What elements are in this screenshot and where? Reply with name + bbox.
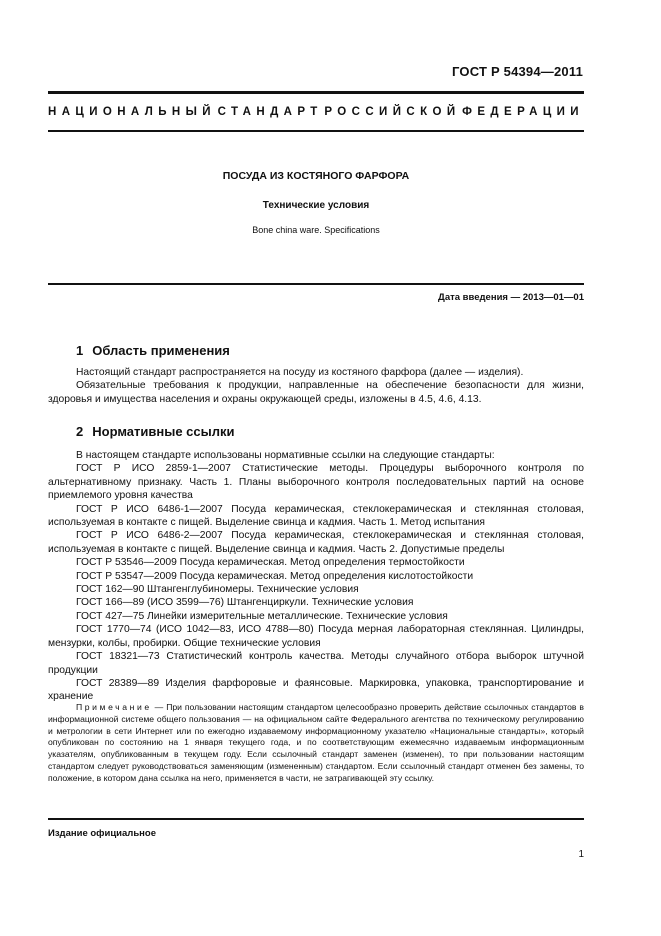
national-title-word: НАЦИОНАЛЬНЫЙ bbox=[48, 106, 216, 118]
reference-item: ГОСТ 18321—73 Статистический контроль качества. Методы случайного отбора выборок штучной продукции bbox=[48, 651, 584, 676]
note bbox=[48, 702, 584, 785]
footer-rule bbox=[48, 818, 584, 820]
section-title: Нормативные ссылки bbox=[92, 424, 235, 439]
edition-label: Издание официальное bbox=[48, 828, 156, 839]
section-1-body bbox=[48, 366, 584, 406]
paragraph: Обязательные требования к продукции, направленные на обеспечение безопасности для жизни, здоровья и имущества населения и охраны окружающей среды, изложены в 4.5, 4.6, 4.13. bbox=[48, 380, 584, 405]
reference-item: ГОСТ Р 53547—2009 Посуда керамическая. Метод определения кислотостойкости bbox=[76, 570, 474, 582]
note-label: Примечание bbox=[76, 702, 152, 712]
title-block-bottom-rule bbox=[48, 283, 584, 285]
section-number: 2 bbox=[76, 424, 84, 439]
document-code: ГОСТ Р 54394—2011 bbox=[452, 64, 583, 79]
national-title-word: РОССИЙСКОЙ bbox=[324, 106, 461, 118]
reference-item: ГОСТ 1770—74 (ИСО 1042—83, ИСО 4788—80) Посуда мерная лабораторная стеклянная. Цилиндры, мензурки, колбы, пробирки. Общие технические условия bbox=[48, 624, 584, 649]
page-number: 1 bbox=[578, 849, 584, 860]
reference-item: ГОСТ 427—75 Линейки измерительные металлические. Технические условия bbox=[76, 610, 448, 622]
reference-item: ГОСТ 28389—89 Изделия фарфоровые и фаянсовые. Маркировка, упаковка, транспортирование и хранение bbox=[48, 677, 584, 703]
note-body: — При пользовании настоящим стандартом целесообразно проверить действие ссылочных стандартов в информационной системе общего пользования — на официальном сайте Федерального агентства по техническому регулированию и метрологии в сети Интернет или по ежегодно издаваемому информационному указателю «Национальные стандарты», который опубликован по состоянию на 1 января текущего года, и по соответствующим ежемесячно издаваемым информационным указателям, опубликованным в текущем году. Если ссылочный стандарт заменен (изменен), то при пользовании настоящим стандартом следует руководствоваться заменяющим (измененным) стандартом. Если ссылочный стандарт отменен без замены, то положение, в котором дана ссылка на него, применяется в части, не затрагивающей эту ссылку. bbox=[48, 702, 584, 783]
section-title: Область применения bbox=[92, 343, 230, 358]
section-2-heading bbox=[76, 424, 234, 439]
document-title-english: Bone china ware. Specifications bbox=[252, 225, 380, 235]
reference-item: ГОСТ Р 53546—2009 Посуда керамическая. Метод определения термостойкости bbox=[76, 557, 465, 569]
national-standard-title bbox=[48, 106, 584, 118]
section-2-body bbox=[48, 449, 584, 704]
title-block-top-rule bbox=[48, 130, 584, 132]
reference-item: ГОСТ Р ИСО 6486-1—2007 Посуда керамическая, стеклокерамическая и стеклянная столовая, используемая в контакте с пищей. Выделение свинца и кадмия. Часть 1. Метод испытания bbox=[48, 503, 584, 529]
reference-item: ГОСТ Р ИСО 2859-1—2007 Статистические методы. Процедуры выборочного контроля по альтернативному признаку. Часть 1. Планы выборочного контроля последовательных партий на основе приемлемого уровня качества bbox=[48, 463, 584, 502]
note-paragraph bbox=[48, 702, 584, 785]
reference-item: ГОСТ Р ИСО 6486-2—2007 Посуда керамическая, стеклокерамическая и стеклянная столовая, используемая в контакте с пищей. Выделение свинца и кадмия. Часть 2. Допустимые пределы bbox=[48, 530, 584, 555]
header-rule bbox=[48, 91, 584, 94]
paragraph: Настоящий стандарт распространяется на посуду из костяного фарфора (далее — изделия). bbox=[76, 367, 524, 378]
reference-item: ГОСТ 162—90 Штангенглубиномеры. Технические условия bbox=[76, 584, 359, 596]
document-title: ПОСУДА ИЗ КОСТЯНОГО ФАРФОРА bbox=[222, 170, 410, 182]
paragraph: В настоящем стандарте использованы нормативные ссылки на следующие стандарты: bbox=[76, 450, 495, 461]
introduction-date: Дата введения — 2013—01—01 bbox=[438, 292, 584, 303]
document-subtitle: Технические условия bbox=[262, 200, 370, 211]
national-title-word: ФЕДЕРАЦИИ bbox=[462, 106, 584, 118]
section-number: 1 bbox=[76, 343, 84, 358]
national-title-word: СТАНДАРТ bbox=[217, 106, 323, 118]
section-1-heading bbox=[76, 343, 230, 358]
reference-item: ГОСТ 166—89 (ИСО 3599—76) Штангенциркули. Технические условия bbox=[76, 597, 414, 609]
